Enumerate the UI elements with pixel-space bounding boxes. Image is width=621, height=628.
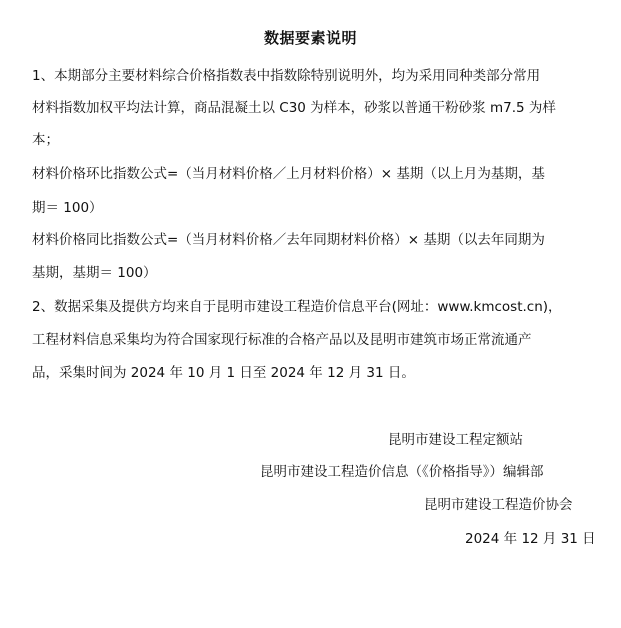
paragraph-line-5: 期＝ 100）: [32, 200, 103, 216]
paragraph-line-1: 1、本期部分主要材料综合价格指数表中指数除特别说明外，均为采用同种类部分常用: [32, 68, 541, 84]
signature-editorial-dept: 昆明市建设工程造价信息（《价格指导》）编辑部: [260, 464, 544, 480]
paragraph-line-4: 材料价格环比指数公式=（当月材料价格／上月材料价格）× 基期（以上月为基期，基: [32, 166, 545, 182]
paragraph-line-3: 本；: [32, 132, 59, 148]
paragraph-line-7: 基期，基期＝ 100）: [32, 265, 157, 281]
paragraph-line-9: 工程材料信息采集均为符合国家现行标准的合格产品以及昆明市建筑市场正常流通产: [32, 332, 532, 348]
signature-cost-association: 昆明市建设工程造价协会: [424, 497, 573, 513]
paragraph-line-2: 材料指数加权平均法计算，商品混凝土以 C30 为样本，砂浆以普通干粉砂浆 m7.5 为样: [32, 100, 556, 116]
signature-quota-station: 昆明市建设工程定额站: [388, 432, 523, 448]
document-title: 数据要素说明: [263, 29, 357, 47]
paragraph-line-8: 2、数据采集及提供方均来自于昆明市建设工程造价信息平台(网址：www.kmcost.cn)，: [32, 299, 562, 315]
paragraph-line-10: 品，采集时间为 2024 年 10 月 1 日至 2024 年 12 月 31 日。: [32, 365, 415, 381]
paragraph-line-6: 材料价格同比指数公式=（当月材料价格／去年同期材料价格）× 基期（以去年同期为: [32, 232, 545, 248]
signature-date: 2024 年 12 月 31 日: [465, 531, 596, 547]
